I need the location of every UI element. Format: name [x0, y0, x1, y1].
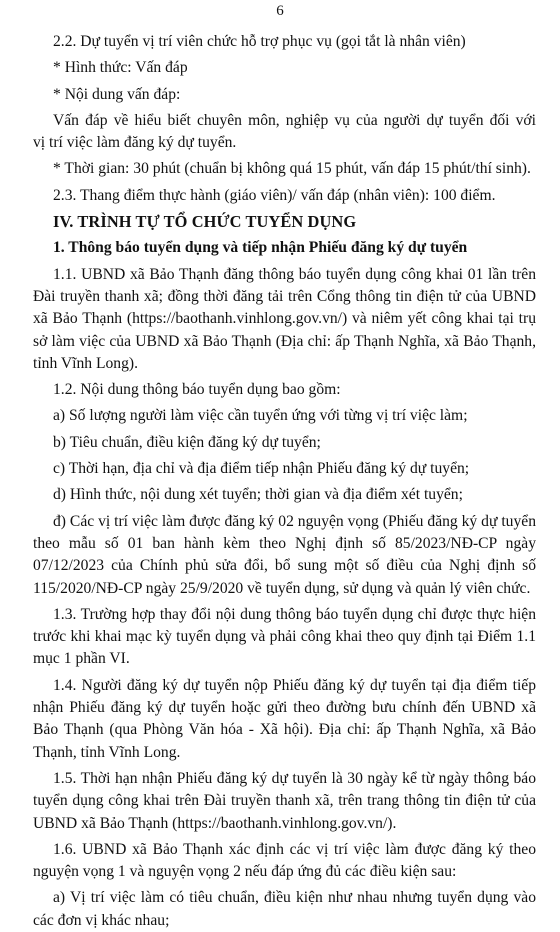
paragraph: a) Số lượng người làm việc cần tuyển ứng với từng vị trí việc làm; [53, 407, 468, 425]
paragraph: 1.3. Trường hợp thay đổi nội dung thông báo tuyển dụng chỉ được thực hiện trước khi khai mạc kỳ tuyển dụng và phải công khai theo quy định tại Điểm 1.1 mục 1 phần VI. [33, 605, 536, 668]
paragraph: vị trí việc làm đăng ký dự tuyển. [33, 134, 237, 152]
paragraph: 1.1. UBND xã Bảo Thạnh đăng thông báo tuyển dụng công khai 01 lần trên Đài truyền thanh xã; đồng thời đăng tải trên Cổng thông tin điện tử của UBND xã Bảo Thạnh (https://baothanh.vinhlong.gov.vn/) và niêm yết công khai tại trụ sở làm việc của UBND xã Bảo Thạnh (Địa chỉ: ấp Thạnh Nghĩa, xã Bảo Thạnh, tỉnh Vĩnh Long). [33, 265, 536, 372]
paragraph: 1.2. Nội dung thông báo tuyển dụng bao gồm: [53, 381, 341, 399]
paragraph: 2.2. Dự tuyển vị trí viên chức hỗ trợ phục vụ (gọi tắt là nhân viên) [53, 33, 466, 50]
subsection-heading: 1. Thông báo tuyển dụng và tiếp nhận Phiếu đăng ký dự tuyển [53, 239, 468, 257]
paragraph: b) Tiêu chuẩn, điều kiện đăng ký dự tuyển; [53, 433, 321, 451]
paragraph: * Nội dung vấn đáp: [53, 85, 181, 103]
paragraph: 2.3. Thang điểm thực hành (giáo viên)/ vấn đáp (nhân viên): 100 điểm. [53, 186, 496, 204]
paragraph: Vấn đáp về hiểu biết chuyên môn, nghiệp vụ của người dự tuyển đối với [53, 111, 536, 129]
paragraph: 1.5. Thời hạn nhận Phiếu đăng ký dự tuyển là 30 ngày kể từ ngày thông báo tuyển dụng công khai trên Đài truyền thanh xã, trên trang thông tin điện tử của UBND xã Bảo Thạnh (https://baothanh.vinhlong.gov.vn/). [33, 769, 536, 832]
paragraph: đ) Các vị trí việc làm được đăng ký 02 nguyện vọng (Phiếu đăng ký dự tuyển theo mẫu số 01 ban hành kèm theo Nghị định số 85/2023/NĐ-CP ngày 07/12/2023 của Chính phủ sửa đổi, bổ sung một số điều của Nghị định số 115/2020/NĐ-CP ngày 25/9/2020 về tuyển dụng, sử dụng và quản lý viên chức. [33, 512, 536, 597]
paragraph: c) Thời hạn, địa chỉ và địa điểm tiếp nhận Phiếu đăng ký dự tuyển; [53, 460, 470, 478]
paragraph: d) Hình thức, nội dung xét tuyển; thời gian và địa điểm xét tuyển; [53, 486, 463, 504]
paragraph: * Hình thức: Vấn đáp [53, 59, 188, 77]
paragraph: 1.4. Người đăng ký dự tuyển nộp Phiếu đăng ký dự tuyển tại địa điểm tiếp nhận Phiếu đăng ký dự tuyển hoặc gửi theo đường bưu chính đến UBND xã Bảo Thạnh (qua Phòng Văn hóa - Xã hội). Địa chỉ: ấp Thạnh Nghĩa, xã Bảo Thạnh, tỉnh Vĩnh Long. [33, 676, 536, 761]
paragraph: a) Vị trí việc làm có tiêu chuẩn, điều kiện như nhau nhưng tuyển dụng vào các đơn vị khác nhau; [33, 889, 536, 929]
paragraph: 1.6. UBND xã Bảo Thạnh xác định các vị trí việc làm được đăng ký theo nguyện vọng 1 và nguyện vọng 2 nếu đáp ứng đủ các điều kiện sau: [33, 840, 536, 881]
document-body [33, 31, 536, 932]
paragraph: * Thời gian: 30 phút (chuẩn bị không quá 15 phút, vấn đáp 15 phút/thí sinh). [53, 160, 531, 178]
section-heading: IV. TRÌNH TỰ TỔ CHỨC TUYỂN DỤNG [53, 212, 357, 232]
page-number: 6 [276, 3, 284, 19]
